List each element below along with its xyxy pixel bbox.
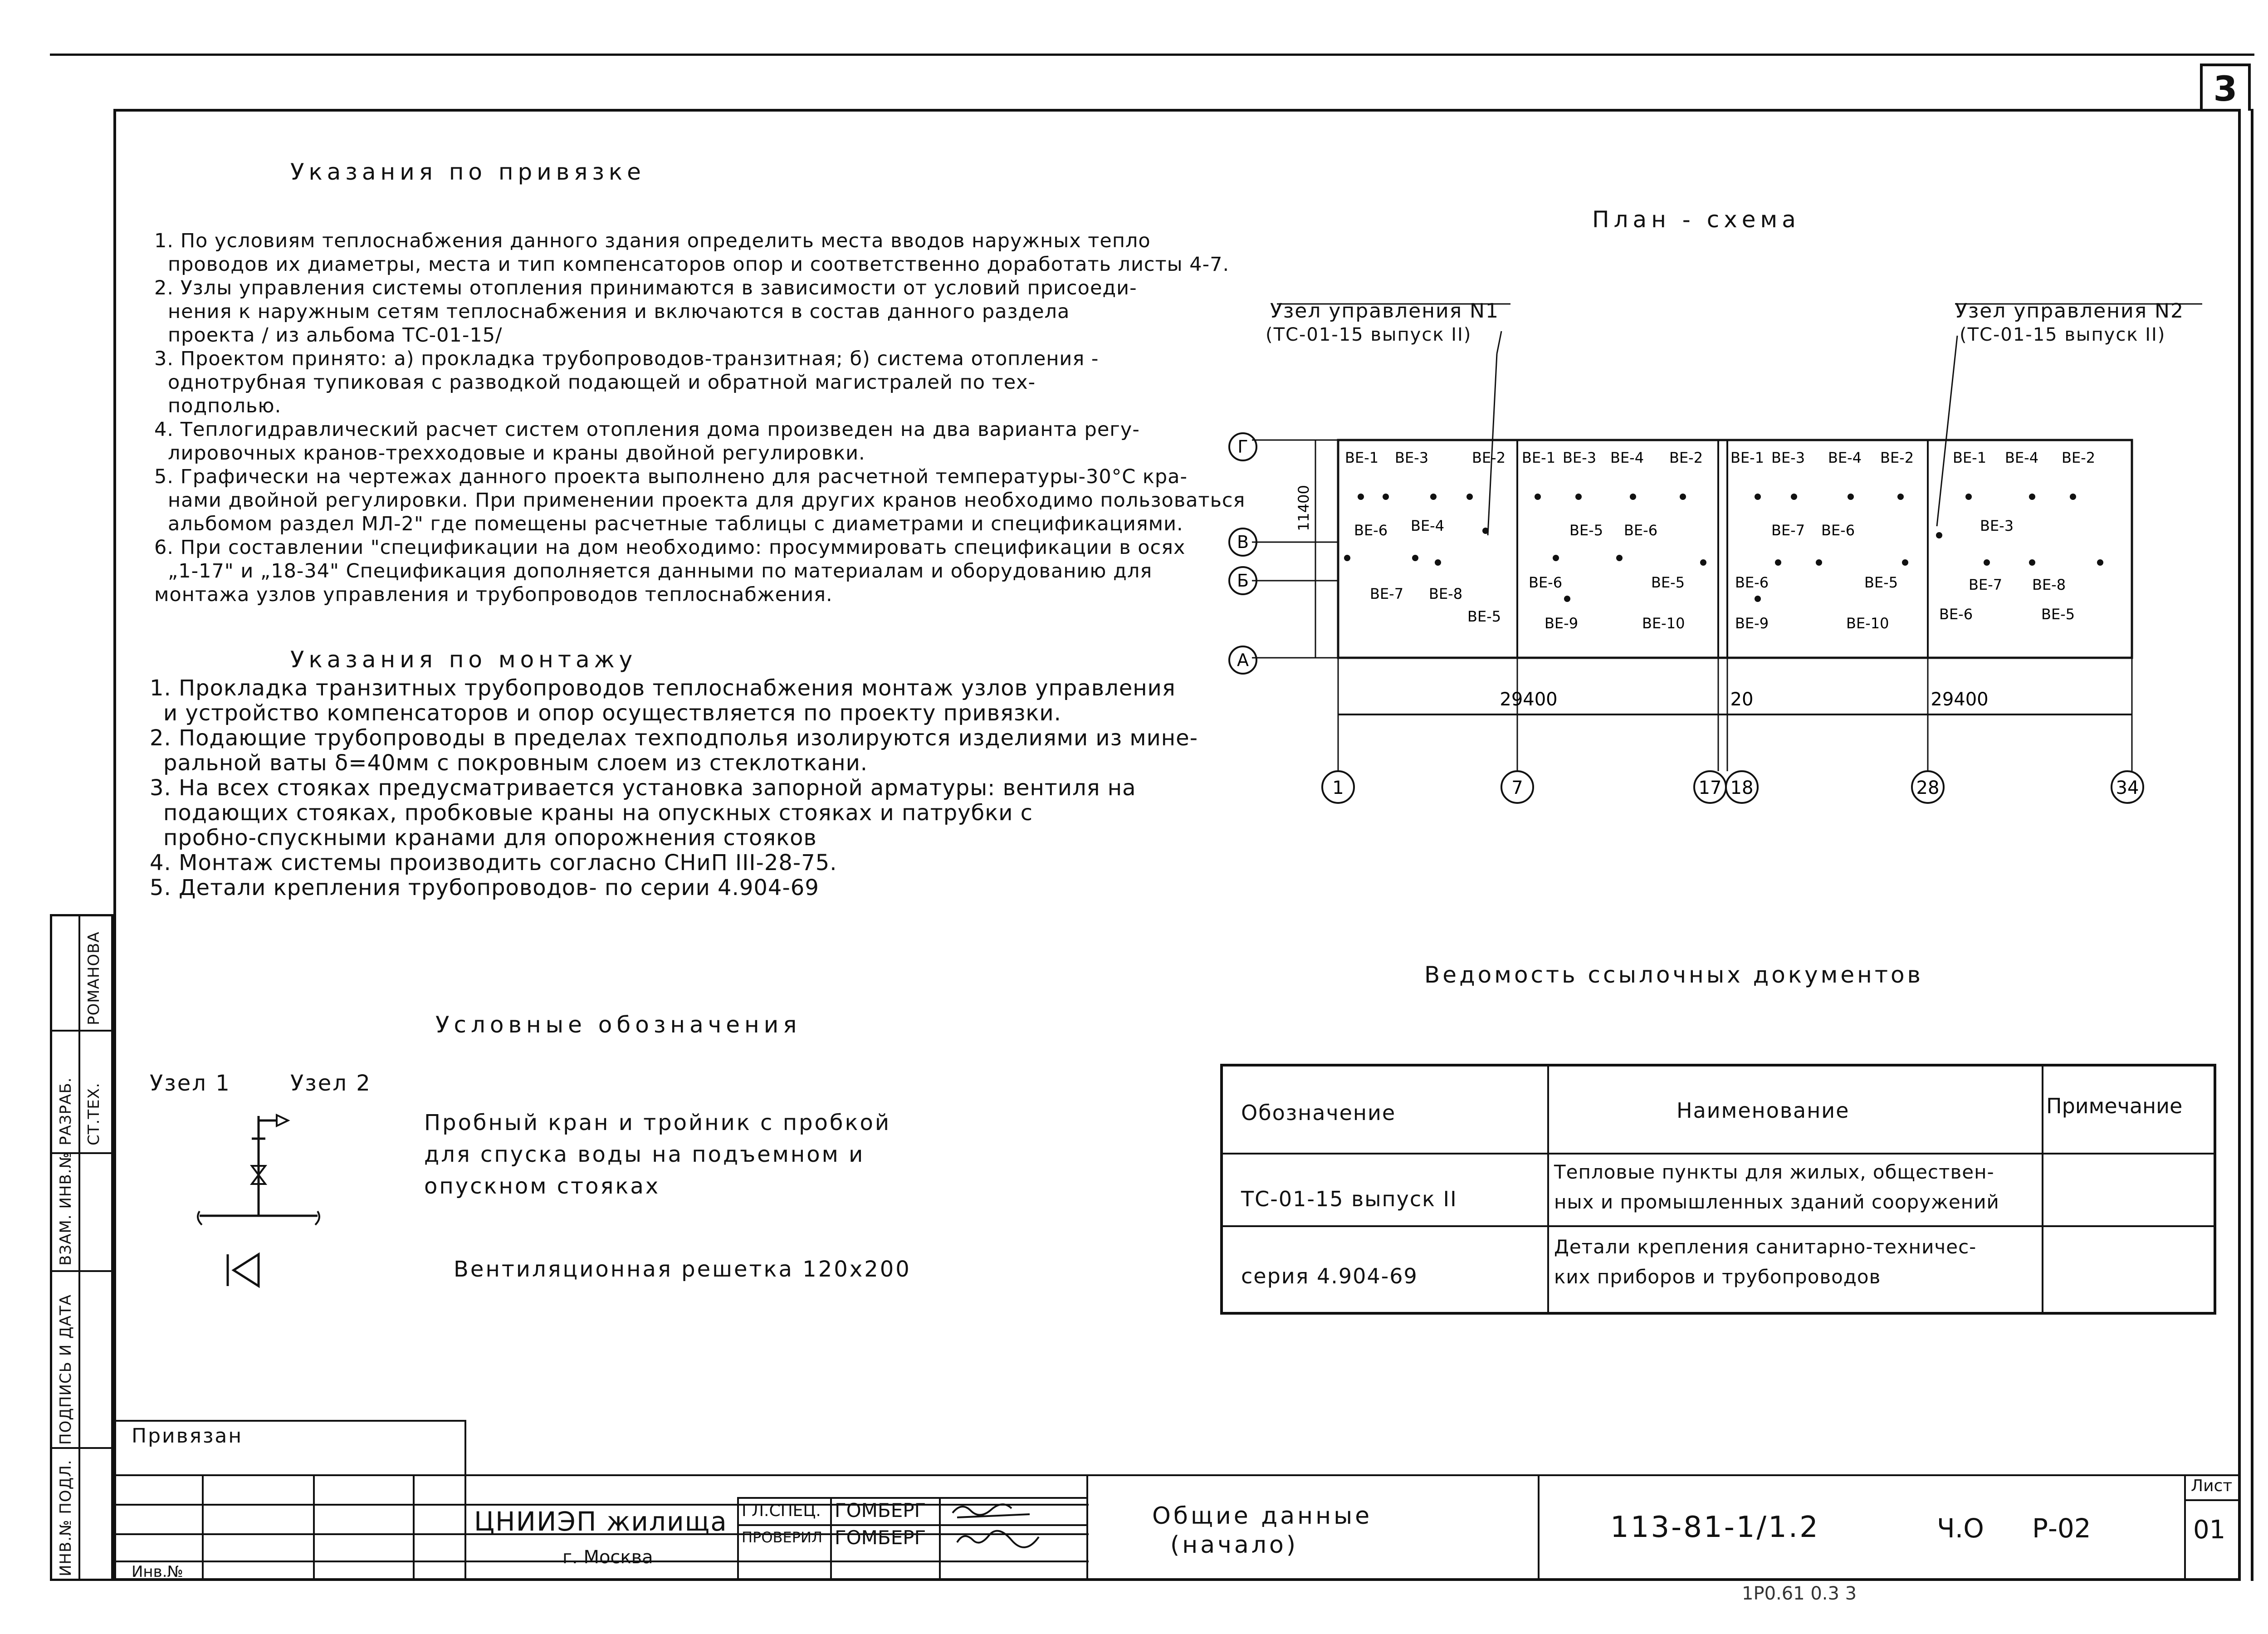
strip-label-sttex: СТ.ТЕХ. <box>85 1082 103 1145</box>
legend-item1-line: опускном стояках <box>424 1174 660 1199</box>
node2-ref: (ТС-01-15 выпуск II) <box>1960 324 2166 345</box>
riser-label: ВЕ-10 <box>1642 615 1685 632</box>
legend-node1-label: Узел 1 <box>150 1071 231 1096</box>
organization: ЦНИИЭП жилища <box>474 1506 728 1537</box>
riser-label: ВЕ-7 <box>1969 576 2003 593</box>
section-1-risers <box>1344 449 1505 625</box>
sheet-label: Лист <box>2191 1477 2233 1495</box>
note-line: подающих стояках, пробковые краны на опускных стояках и патрубки с <box>163 800 1033 826</box>
col-header: Наименование <box>1677 1098 1850 1123</box>
note-line: 1. По условиям теплоснабжения данного здания определить места вводов наружных тепло <box>154 230 1151 252</box>
strip-label-razrab: РАЗРАБ. <box>57 1077 75 1145</box>
node2-title: Узел управления N2 <box>1955 299 2184 323</box>
note-line: 6. При составлении "спецификации на дом необходимо: просуммировать спецификации в осях <box>154 536 1186 559</box>
riser-label: ВЕ-1 <box>1730 449 1765 466</box>
documents-heading: Ведомость ссылочных документов <box>1424 962 1924 988</box>
sheet-title-line: Общие данные <box>1152 1502 1373 1530</box>
riser-label: ВЕ-2 <box>1472 449 1506 466</box>
note-line: монтажа узлов управления и трубопроводов теплоснабжения. <box>154 583 833 606</box>
note-line: проекта / из альбома ТС-01-15/ <box>168 324 503 347</box>
riser-label: ВЕ-8 <box>2032 576 2066 593</box>
role-label: ПРОВЕРИЛ <box>742 1529 823 1546</box>
attached-label: Привязан <box>132 1424 243 1448</box>
note-line: 2. Подающие трубопроводы в пределах техподполья изолируются изделиями из мине- <box>150 725 1198 751</box>
city: г. Москва <box>562 1547 653 1568</box>
frame-right-edge <box>2251 109 2253 1581</box>
axis-label: Г <box>1237 437 1248 457</box>
riser-label: ВЕ-2 <box>1880 449 1914 466</box>
riser-label: ВЕ-3 <box>1771 449 1805 466</box>
drawing-number: Р-02 <box>2032 1513 2091 1544</box>
riser-label: ВЕ-2 <box>2062 449 2096 466</box>
name-label: ГОМБЕРГ <box>835 1499 926 1521</box>
riser-label: ВЕ-4 <box>1411 517 1445 534</box>
note-line: проводов их диаметры, места и тип компенсаторов опор и соответственно доработать листы 4-7. <box>168 253 1230 276</box>
bottom-stamp: 1Р0.61 0.3 3 <box>1742 1583 1857 1604</box>
sheet-number: 3 <box>2200 64 2251 111</box>
axis-label: 1 <box>1332 778 1344 798</box>
sheet-index: 01 <box>2193 1515 2226 1545</box>
sheet-title-line: (начало) <box>1170 1531 1299 1559</box>
riser-label: ВЕ-9 <box>1545 615 1579 632</box>
axis-label: 18 <box>1730 778 1754 798</box>
riser-label: ВЕ-3 <box>1980 517 2014 534</box>
riser-label: ВЕ-5 <box>1864 574 1898 591</box>
riser-label: ВЕ-1 <box>1345 449 1379 466</box>
section-2-risers <box>1522 449 1706 632</box>
axis-label: 34 <box>2116 778 2139 798</box>
riser-label: ВЕ-4 <box>1828 449 1862 466</box>
note-line: ральной ваты δ=40мм с покровным слоем из стеклоткани. <box>163 750 868 776</box>
riser-label: ВЕ-3 <box>1563 449 1597 466</box>
col-header: Обозначение <box>1241 1101 1396 1125</box>
note-line: 5. Детали крепления трубопроводов- по серии 4.904-69 <box>150 875 819 900</box>
part-label: Ч.О <box>1937 1513 1984 1544</box>
table-cell-line: ных и промышленных зданий сооружений <box>1554 1191 1999 1213</box>
legend-item1 <box>424 1107 891 1202</box>
strip-label-inv: ИНВ.№ ПОДЛ. <box>57 1459 75 1576</box>
riser-label: ВЕ-6 <box>1735 574 1769 591</box>
axis-label: А <box>1237 650 1249 670</box>
legend-item1-line: для спуска воды на подъемном и <box>424 1142 865 1167</box>
strip-label-vzam: ВЗАМ. ИНВ.№ <box>57 1152 75 1266</box>
table-cell <box>1554 1232 1976 1292</box>
table-cell-line: ких приборов и трубопроводов <box>1554 1266 1881 1288</box>
plan-heading: План - схема <box>1592 206 1800 233</box>
col-header: Примечание <box>2046 1094 2183 1118</box>
section-4-risers <box>1936 449 2103 623</box>
table-cell: ТС-01-15 выпуск II <box>1241 1187 1457 1211</box>
note-line: однотрубная тупиковая с разводкой подающей и обратной магистралей по тех- <box>168 371 1036 394</box>
note-line: лировочных кранов-трехходовые и краны двойной регулировки. <box>168 442 865 465</box>
note-line: 3. На всех стояках предусматривается установка запорной арматуры: вентиля на <box>150 775 1136 801</box>
plan-scheme <box>1225 290 2245 835</box>
note-line: 2. Узлы управления системы отопления принимаются в зависимости от условий присоеди- <box>154 277 1137 299</box>
riser-label: ВЕ-10 <box>1846 615 1889 632</box>
note-line: подполью. <box>168 395 282 417</box>
table-cell-line: Детали крепления санитарно-техничес- <box>1554 1236 1977 1258</box>
strip-label-romanova: РОМАНОВА <box>85 931 103 1025</box>
document-code: 113-81-1/1.2 <box>1610 1511 1820 1544</box>
attachment-heading: Указания по привязке <box>290 159 645 185</box>
dimension-label: 29400 <box>1931 689 1989 710</box>
riser-label: ВЕ-3 <box>1395 449 1429 466</box>
riser-label: ВЕ-7 <box>1370 585 1404 602</box>
table-cell-line: Тепловые пункты для жилых, обществен- <box>1554 1161 1994 1183</box>
axis-label: 28 <box>1916 778 1940 798</box>
dimension-label: 20 <box>1730 689 1754 710</box>
table-cell <box>1554 1157 1999 1217</box>
riser-label: ВЕ-6 <box>1624 522 1658 539</box>
vent-grille-icon <box>222 1252 263 1288</box>
riser-label: ВЕ-5 <box>1651 574 1685 591</box>
riser-label: ВЕ-4 <box>1610 449 1644 466</box>
note-line: 4. Монтаж системы производить согласно СНиП III-28-75. <box>150 850 837 876</box>
top-rule <box>50 54 2254 56</box>
role-label: ГЛ.СПЕЦ. <box>742 1502 821 1520</box>
note-line: 5. Графически на чертежах данного проекта выполнено для расчетной температуры-30°С кра- <box>154 465 1188 488</box>
note-line: и устройство компенсаторов и опор осуществляется по проекту привязки. <box>163 700 1061 726</box>
table-cell: серия 4.904-69 <box>1241 1264 1418 1288</box>
riser-label: ВЕ-7 <box>1771 522 1805 539</box>
riser-label: ВЕ-2 <box>1669 449 1703 466</box>
axis-label: В <box>1237 532 1249 552</box>
strip-label-sign: ПОДПИСЬ И ДАТА <box>57 1294 75 1445</box>
riser-label: ВЕ-6 <box>1939 606 1973 623</box>
legend-node2-label: Узел 2 <box>290 1071 371 1096</box>
node1-ref: (ТС-01-15 выпуск II) <box>1266 324 1472 345</box>
note-line: альбомом раздел МЛ-2" где помещены расчетные таблицы с диаметрами и спецификациями. <box>168 513 1183 535</box>
left-strip <box>50 914 113 1581</box>
legend-item1-line: Пробный кран и тройник с пробкой <box>424 1110 891 1135</box>
riser-label: ВЕ-1 <box>1953 449 1987 466</box>
riser-label: ВЕ-6 <box>1821 522 1855 539</box>
riser-label: ВЕ-9 <box>1735 615 1769 632</box>
height-dimension: 11400 <box>1295 485 1312 531</box>
riser-label: ВЕ-5 <box>1569 522 1603 539</box>
note-line: пробно-спускными кранами для опорожнения стояков <box>163 825 817 851</box>
note-line: 3. Проектом принято: а) прокладка трубопроводов-транзитная; б) система отопления - <box>154 347 1099 370</box>
node1-title: Узел управления N1 <box>1270 299 1499 323</box>
axis-label: 7 <box>1511 778 1523 798</box>
attachment-notes <box>154 229 1245 607</box>
axis-label: Б <box>1237 571 1249 591</box>
note-line: „1-17" и „18-34" Спецификация дополняется данными по материалам и оборудованию для <box>168 560 1153 582</box>
riser-label: ВЕ-5 <box>2041 606 2075 623</box>
sheet-title <box>1152 1502 1372 1560</box>
valve-tee-symbol <box>191 1107 327 1243</box>
legend-item2: Вентиляционная решетка 120x200 <box>454 1257 911 1282</box>
documents-table <box>1220 1064 2216 1315</box>
riser-label: ВЕ-1 <box>1522 449 1556 466</box>
inv-label: Инв.№ <box>132 1563 183 1581</box>
signature-icon <box>948 1497 1080 1556</box>
riser-label: ВЕ-8 <box>1429 585 1463 602</box>
mounting-heading: Указания по монтажу <box>290 646 637 673</box>
legend-heading: Условные обозначения <box>435 1012 802 1038</box>
riser-label: ВЕ-4 <box>2005 449 2039 466</box>
section-3-risers <box>1730 449 1914 632</box>
note-line: 1. Прокладка транзитных трубопроводов теплоснабжения монтаж узлов управления <box>150 675 1176 701</box>
mounting-notes <box>150 676 1198 900</box>
note-line: нами двойной регулировки. При применении проекта для других кранов необходимо пользоваться <box>168 489 1246 512</box>
riser-label: ВЕ-6 <box>1529 574 1563 591</box>
riser-label: ВЕ-6 <box>1354 522 1388 539</box>
note-line: нения к наружным сетям теплоснабжения и включаются в состав данного раздела <box>168 300 1070 323</box>
axis-label: 17 <box>1698 778 1722 798</box>
riser-label: ВЕ-5 <box>1467 608 1501 625</box>
note-line: 4. Теплогидравлический расчет систем отопления дома произведен на два варианта регу- <box>154 418 1140 441</box>
name-label: ГОМБЕРГ <box>835 1526 926 1549</box>
dimension-label: 29400 <box>1500 689 1558 710</box>
